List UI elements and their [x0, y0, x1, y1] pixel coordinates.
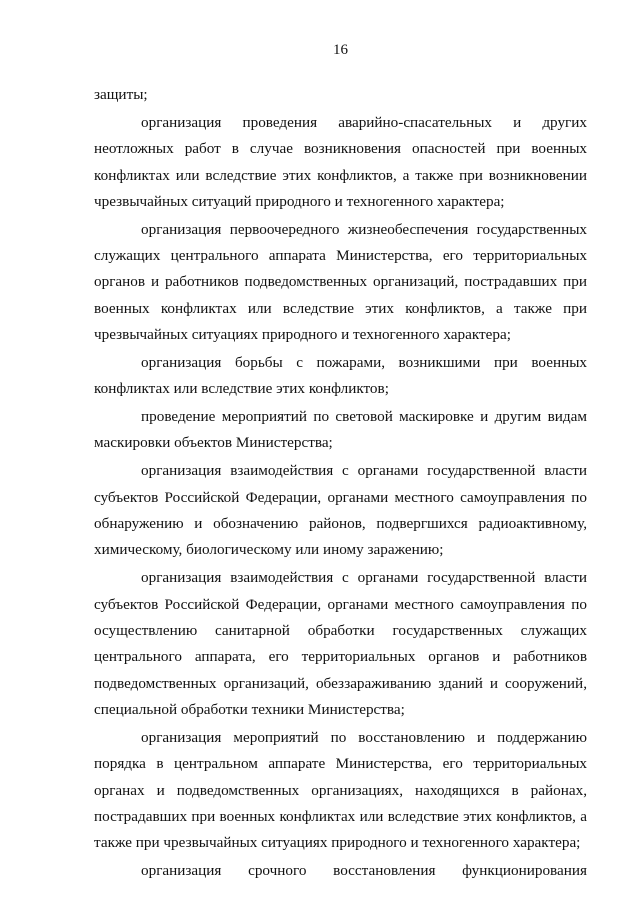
paragraph-urgent-restoration: организация срочного восстановления функционирования — [141, 862, 587, 880]
paragraph-life-support: организация первоочередного жизнеобеспечения государственных служащих центрального аппарата Министерства, его территориальных органов и работников подведомственных организаций, пострадавших при военных конфликтах или вследствие этих конфликтов, а также при чрезвычайных ситуациях природного и техногенного характера; — [94, 220, 587, 344]
paragraph-firefighting: организация борьбы с пожарами, возникшими при военных конфликтах или вследствие этих конфликтов; — [94, 353, 587, 398]
paragraph-rescue-works: организация проведения аварийно-спасательных и других неотложных работ в случае возникновения опасностей при военных конфликтах или вследствие этих конфликтов, а также при возникновении чрезвычайных ситуаций природного и техногенного характера; — [94, 113, 587, 210]
paragraph-order-restoration: организация мероприятий по восстановлению и поддержанию порядка в центральном аппарате Министерства, его территориальных органах и подведомственных организациях, находящихся в районах, пострадавших при военных конфликтах или вследствие этих конфликтов, а также при чрезвычайных ситуациях природного и техногенного характера; — [94, 728, 587, 852]
paragraph-camouflage: проведение мероприятий по световой маскировке и другим видам маскировки объектов Министерства; — [94, 408, 587, 452]
paragraph-sanitary-treatment: организация взаимодействия с органами государственной власти субъектов Российской Федерации, органами местного самоуправления по осуществлению санитарной обработки государственных служащих центрального аппарата, его территориальных органов и работников подведомственных организаций, обеззараживанию зданий и сооружений, специальной обработки техники Министерства; — [94, 569, 587, 719]
paragraph-continuation: защиты; — [94, 86, 148, 103]
page-number: 16 — [333, 42, 348, 58]
paragraph-contamination-detection: организация взаимодействия с органами государственной власти субъектов Российской Федерации, органами местного самоуправления по обнаружению и обозначению районов, подвергшихся радиоактивному, химическому, биологическому или иному заражению; — [94, 462, 587, 559]
